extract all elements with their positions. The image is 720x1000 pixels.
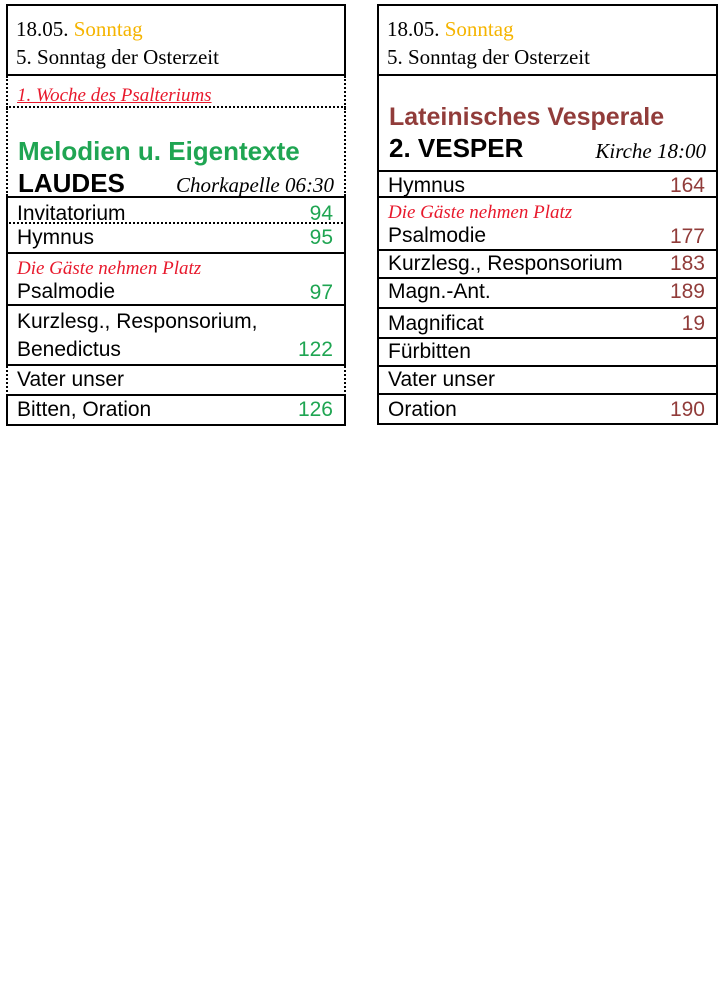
list-item — [377, 279, 718, 309]
item-label: Hymnus — [388, 174, 466, 197]
guest-note: Die Gäste nehmen Platz — [17, 258, 202, 279]
psalter-week-row — [6, 76, 346, 108]
hour-name: LAUDES — [18, 168, 125, 198]
weekday: Sonntag — [444, 17, 514, 41]
item-label: Magnificat — [388, 312, 484, 335]
item-label: Hymnus — [17, 226, 95, 249]
occasion: 5. Sonntag der Osterzeit — [387, 45, 590, 69]
list-item — [377, 367, 718, 395]
laudes-card — [6, 4, 346, 426]
list-item — [377, 251, 718, 279]
date: 18.05. — [16, 17, 69, 41]
list-item — [6, 306, 346, 366]
guest-note: Die Gäste nehmen Platz — [388, 202, 573, 223]
item-label: Oration — [388, 398, 457, 421]
item-label: Bitten, Oration — [17, 398, 152, 421]
date: 18.05. — [387, 17, 440, 41]
item-page: 126 — [297, 398, 333, 421]
item-label: Vater unser — [17, 368, 124, 391]
list-item — [6, 196, 346, 224]
item-page: 19 — [681, 312, 705, 335]
item-label: Vater unser — [388, 368, 495, 391]
item-page: 122 — [297, 338, 333, 361]
date-header — [6, 4, 346, 76]
item-label: Psalmodie — [388, 224, 487, 247]
book-title: Lateinisches Vesperale — [389, 103, 665, 131]
place-time: Kirche 18:00 — [595, 139, 706, 163]
occasion: 5. Sonntag der Osterzeit — [16, 45, 219, 69]
psalter-week: 1. Woche des Psalteriums — [17, 85, 212, 106]
item-page: 95 — [309, 226, 333, 249]
item-page: 164 — [669, 174, 705, 197]
book-title: Melodien u. Eigentexte — [18, 136, 300, 166]
item-label: Invitatorium — [17, 202, 126, 225]
date-header — [377, 4, 718, 76]
vesper-card — [377, 4, 718, 425]
hour-name: 2. VESPER — [389, 133, 524, 163]
item-label: Fürbitten — [388, 340, 471, 363]
list-item — [377, 339, 718, 367]
place-time: Chorkapelle 06:30 — [175, 173, 334, 197]
hour-title-block — [6, 108, 346, 196]
item-page: 177 — [669, 225, 705, 248]
weekday: Sonntag — [73, 17, 143, 41]
item-page: 97 — [309, 281, 333, 304]
list-item — [6, 254, 346, 306]
list-item — [6, 396, 346, 426]
item-label: Magn.-Ant. — [388, 280, 491, 303]
list-item — [377, 395, 718, 425]
list-item — [6, 366, 346, 396]
hour-title-block — [377, 76, 718, 170]
item-label: Kurzlesg., Responsorium — [388, 252, 623, 275]
item-page: 189 — [669, 280, 705, 303]
item-page: 94 — [309, 202, 333, 225]
item-page: 183 — [669, 252, 705, 275]
list-item — [377, 170, 718, 198]
item-label-2: Benedictus — [17, 338, 121, 361]
item-page: 190 — [669, 398, 705, 421]
item-label: Kurzlesg., Responsorium, — [17, 310, 258, 333]
list-item — [6, 224, 346, 254]
item-label: Psalmodie — [17, 280, 116, 303]
list-item — [377, 198, 718, 251]
list-item — [377, 309, 718, 339]
